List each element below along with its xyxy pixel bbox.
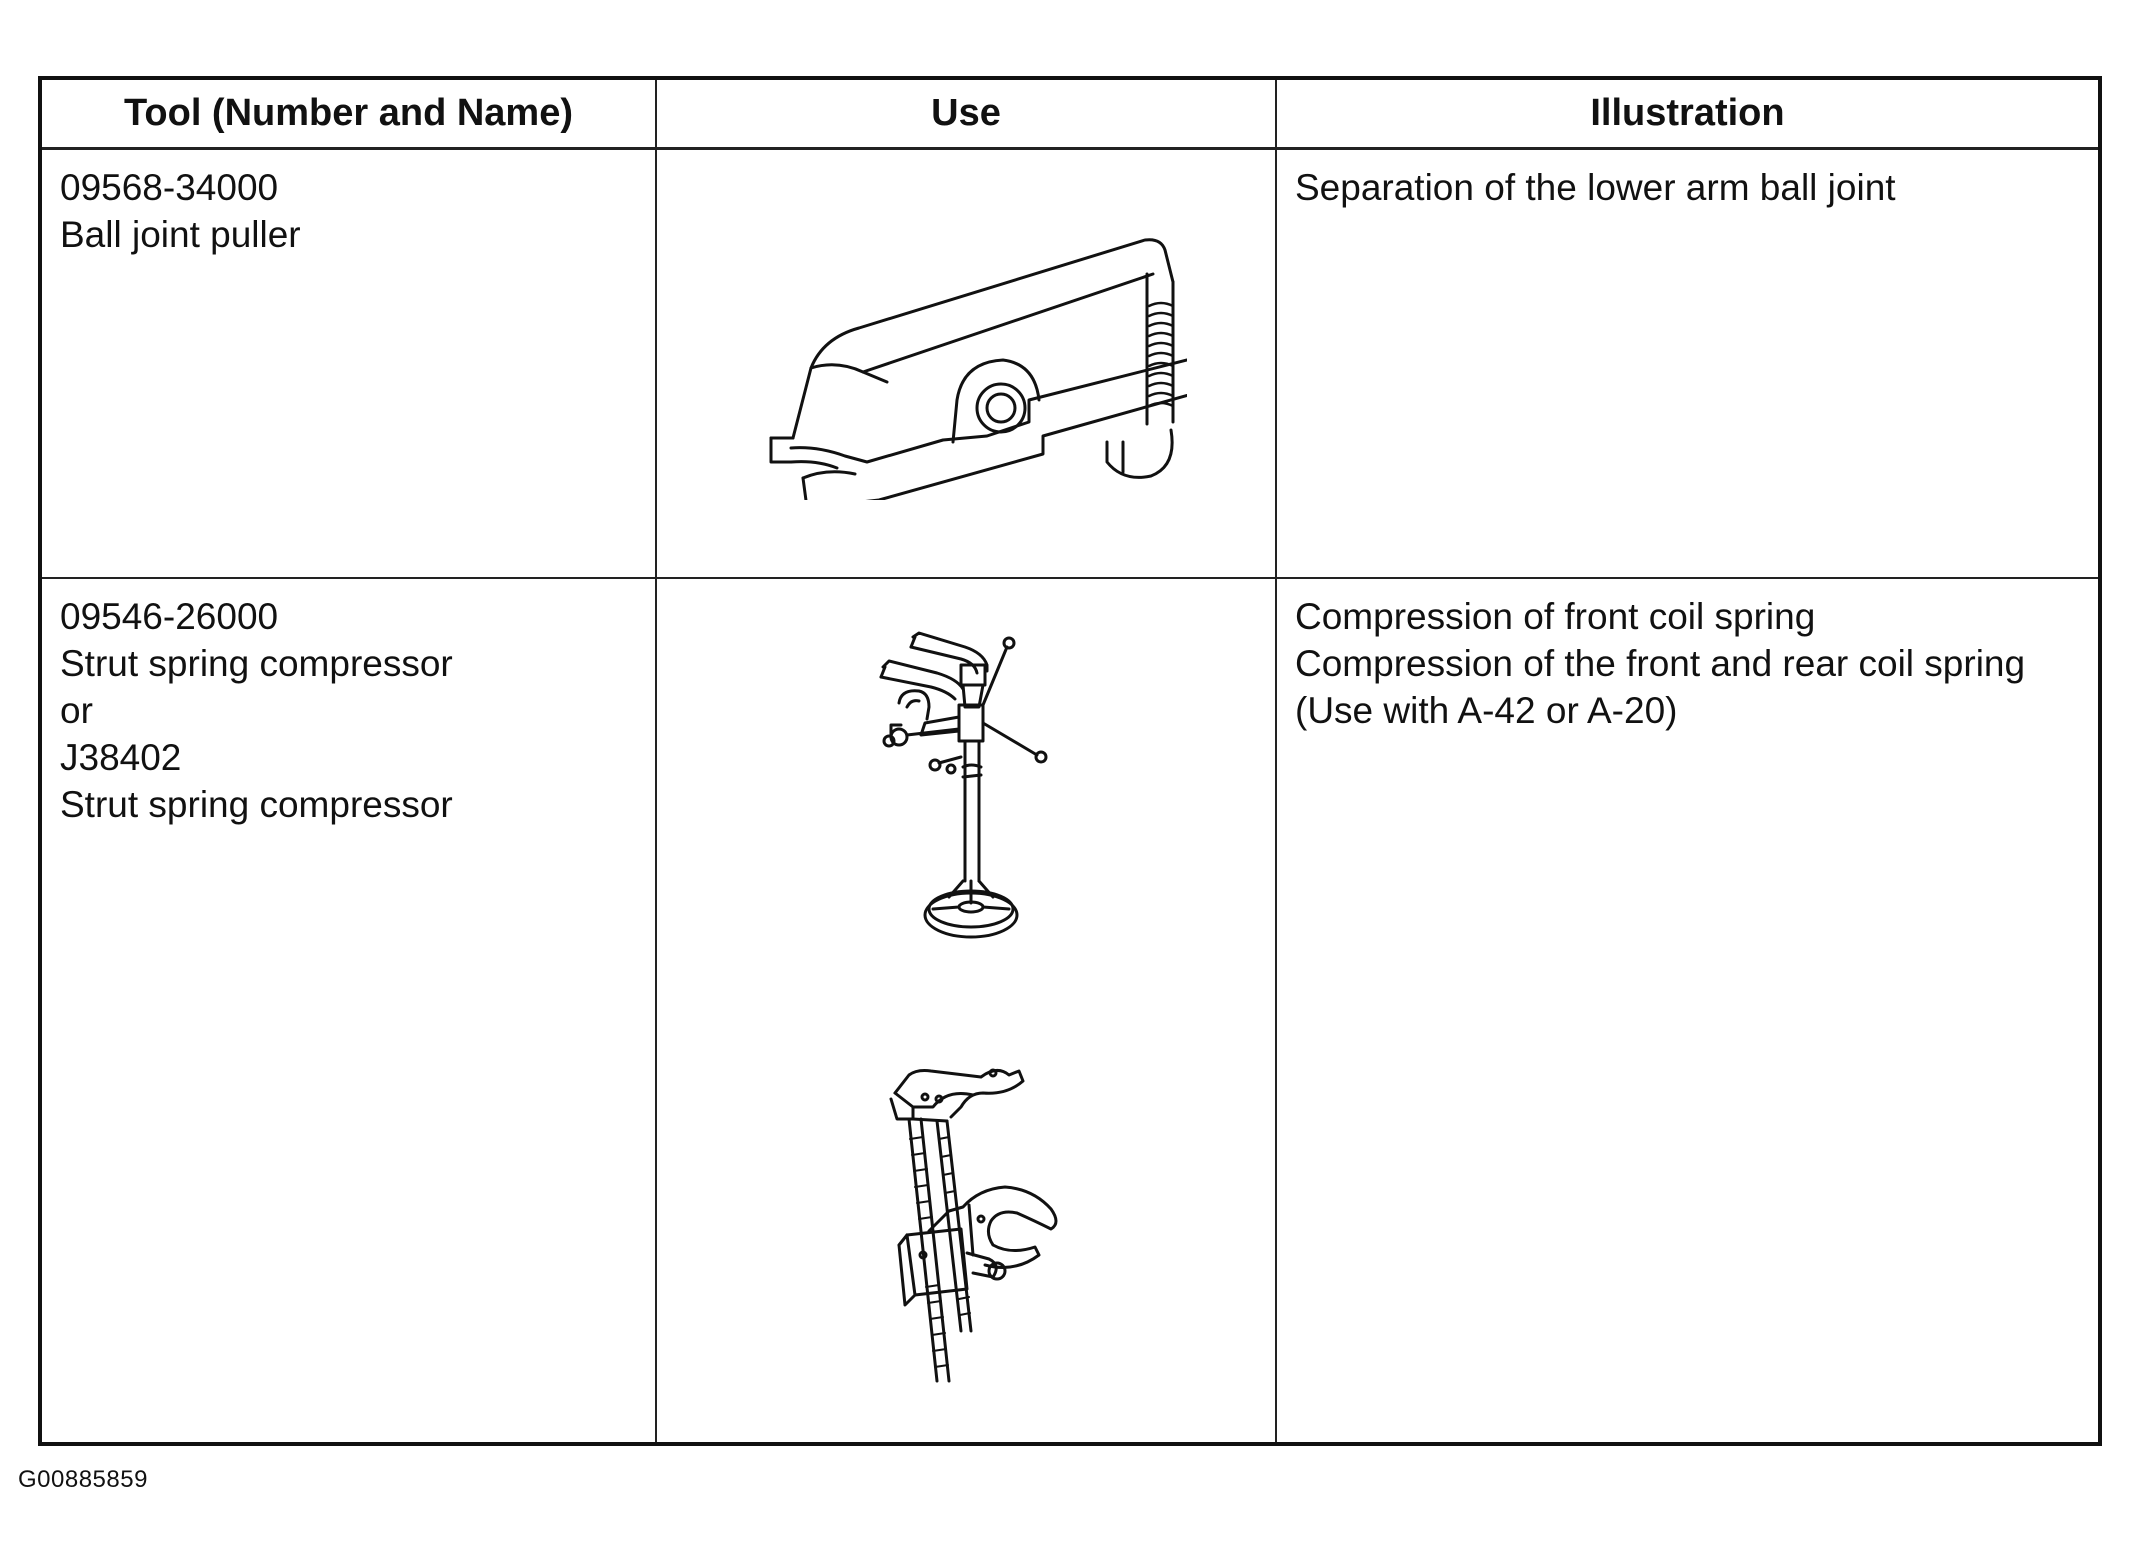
- figure-id: G00885859: [18, 1466, 148, 1493]
- stand-spring-compressor-icon: [867, 627, 1067, 947]
- tool-number: J38402: [60, 737, 182, 778]
- ball-joint-puller-icon: [767, 210, 1187, 500]
- description-cell: [1276, 148, 2100, 578]
- use-image-cell: [656, 578, 1276, 1444]
- tool-number: 09546-26000: [60, 596, 279, 637]
- tool-name: Strut spring compressor: [60, 643, 453, 684]
- tool-number: 09568-34000: [60, 166, 279, 208]
- table-header-row: [40, 78, 2100, 148]
- description-text: (Use with A-42 or A-20): [1295, 690, 1678, 731]
- table-row: [40, 578, 2100, 1444]
- tool-name: Strut spring compressor: [60, 784, 453, 825]
- description-cell: [1276, 578, 2100, 1444]
- tool-alternative: or: [60, 690, 93, 731]
- tool-name: Ball joint puller: [60, 213, 301, 255]
- table-row: [40, 148, 2100, 578]
- description-text: Compression of front coil spring: [1295, 596, 1816, 637]
- use-image-cell: [656, 148, 1276, 578]
- description-text: Compression of the front and rear coil spring: [1295, 643, 2026, 684]
- header-use: Use: [656, 78, 1276, 148]
- special-tools-table: [38, 76, 2102, 1446]
- tool-cell: [40, 148, 656, 578]
- tool-cell: [40, 578, 656, 1444]
- description-text: Separation of the lower arm ball joint: [1295, 166, 1896, 208]
- header-tool: Tool (Number and Name): [40, 78, 656, 148]
- clamp-spring-compressor-icon: [877, 1059, 1067, 1389]
- header-illustration: Illustration: [1276, 78, 2100, 148]
